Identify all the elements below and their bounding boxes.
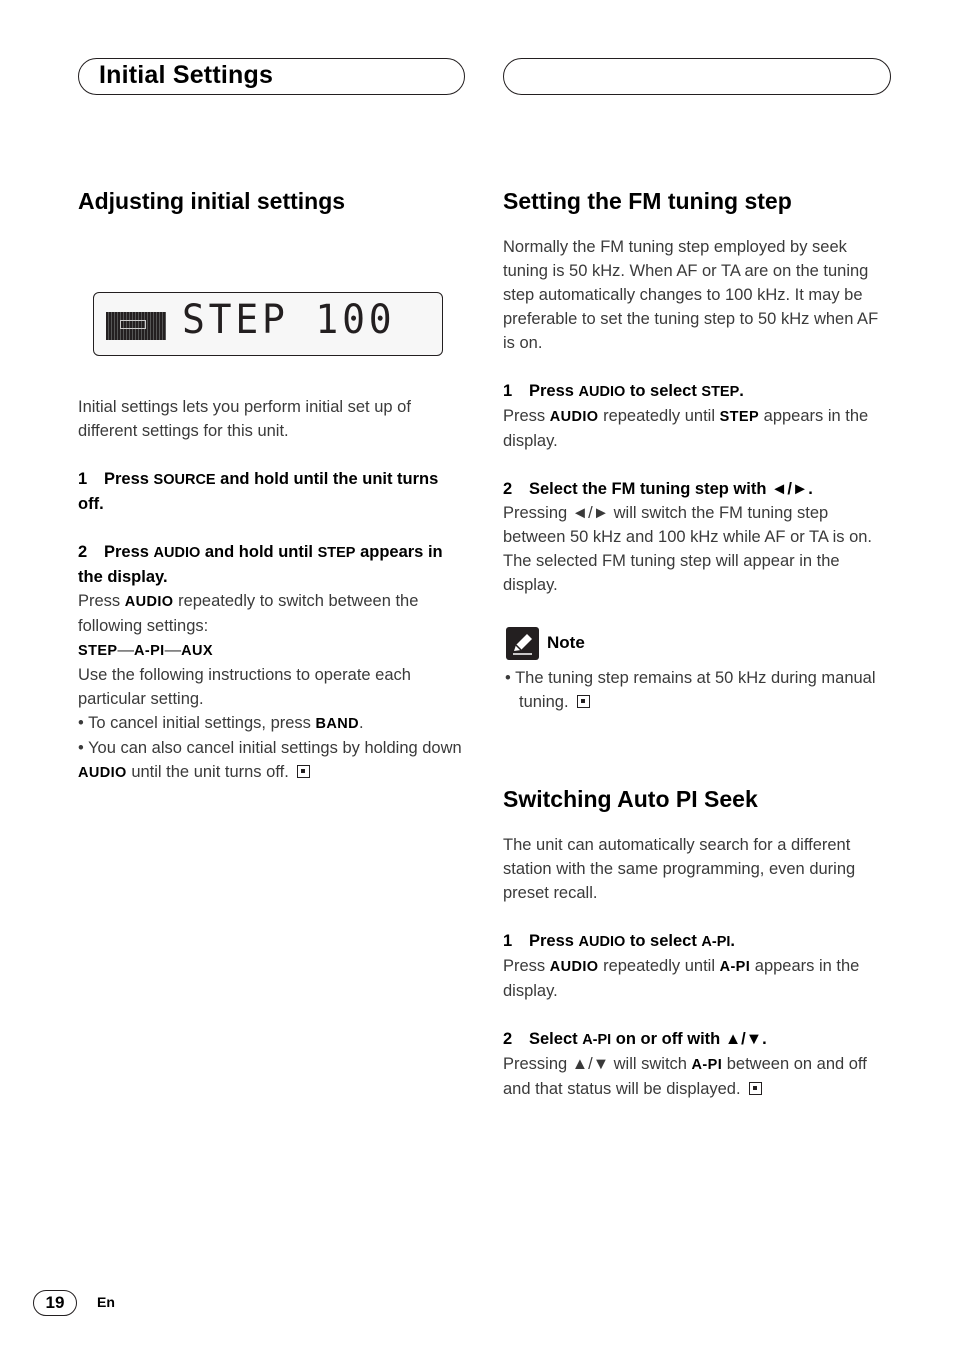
end-of-section-icon — [297, 765, 310, 778]
section-title: Initial Settings — [99, 61, 274, 89]
bullet-cancel-band: • To cancel initial settings, press BAND. — [78, 714, 364, 732]
fm-step-1-body: Press AUDIO repeatedly until STEP appears in the display. — [503, 407, 869, 450]
display-indicator-icon — [106, 312, 166, 340]
note-label: Note — [547, 633, 585, 652]
note-body — [503, 666, 891, 714]
lcd-display-illustration — [93, 292, 443, 356]
fm-step-1-heading: 1 Press AUDIO to select STEP. — [503, 382, 744, 400]
auto-pi-step-1-body: Press AUDIO repeatedly until A-PI appears in the display. — [503, 957, 860, 1000]
auto-pi-body — [503, 833, 891, 1101]
auto-pi-step-2-heading: 2 Select A-PI on or off with ▲/▼. — [503, 1030, 767, 1048]
fm-step-2-body: Pressing ◄/► will switch the FM tuning step between 50 kHz and 100 kHz while AF or TA is on. The selected FM tuning step will appear in the display. — [503, 504, 873, 594]
fm-step-2-heading: 2 Select the FM tuning step with ◄/►. — [503, 480, 813, 498]
intro-text: Initial settings lets you perform initial set up of different settings for this unit. — [78, 398, 411, 440]
page-number: 19 — [33, 1290, 77, 1316]
step-2-body: Press AUDIO repeatedly to switch between the following settings: — [78, 592, 419, 635]
auto-pi-intro: The unit can automatically search for a different station with the same programming, even during preset recall. — [503, 836, 856, 902]
step-1-heading: 1 Press SOURCE and hold until the unit turns off. — [78, 470, 439, 513]
lcd-display-text: STEP 100 — [182, 297, 396, 343]
bullet-cancel-audio: • You can also cancel initial settings by holding down AUDIO until the unit turns off. — [78, 739, 462, 781]
note-text: • The tuning step remains at 50 kHz during manual tuning. — [505, 669, 876, 711]
fm-step-intro: Normally the FM tuning step employed by seek tuning is 50 kHz. When AF or TA are on the tuning step automatically changes to 100 kHz. It may be preferable to set the tuning step to 50 kHz when AF is on. — [503, 238, 879, 352]
auto-pi-step-2-body: Pressing ▲/▼ will switch A-PI between on and off and that status will be displayed. — [503, 1055, 867, 1098]
section-tab-empty — [503, 58, 891, 95]
end-of-section-icon — [749, 1082, 762, 1095]
heading-adjusting-initial-settings: Adjusting initial settings — [78, 188, 346, 214]
heading-auto-pi-seek: Switching Auto PI Seek — [503, 786, 758, 812]
heading-fm-tuning-step: Setting the FM tuning step — [503, 188, 792, 214]
note-pencil-icon — [506, 627, 539, 660]
language-code: En — [97, 1294, 115, 1310]
section-tab — [78, 58, 465, 95]
settings-sequence: STEP—A-PI—AUX — [78, 641, 213, 659]
end-of-section-icon — [577, 695, 590, 708]
left-column-body — [78, 395, 468, 785]
auto-pi-step-1-heading: 1 Press AUDIO to select A-PI. — [503, 932, 735, 950]
instructions-text: Use the following instructions to operate each particular setting. — [78, 666, 411, 708]
fm-step-body — [503, 235, 891, 597]
step-2-heading: 2 Press AUDIO and hold until STEP appears in the display. — [78, 543, 443, 586]
